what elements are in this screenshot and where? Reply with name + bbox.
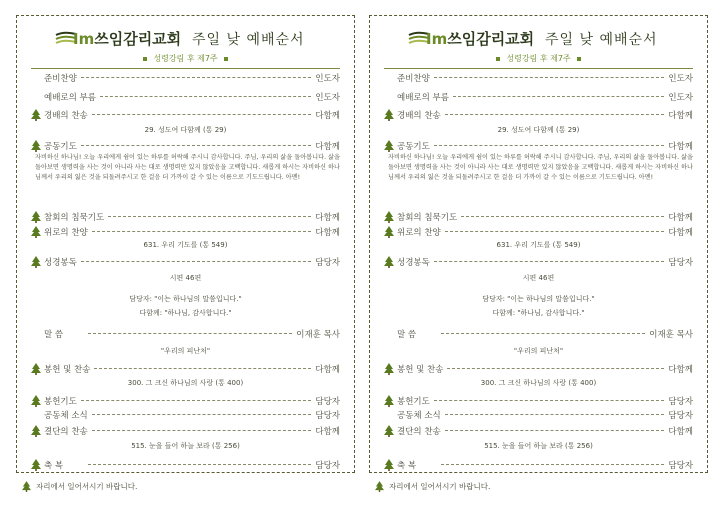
order-detail: 515. 눈을 들어 하늘 보라 (통 256) — [484, 442, 593, 450]
order-item-role: 담당자 — [668, 396, 693, 407]
week-label: 성령강림 후 제7주 — [17, 53, 354, 64]
order-item-role: 담당자 — [315, 257, 340, 268]
header-divider — [31, 68, 340, 69]
tree-icon — [31, 140, 41, 152]
order-item-label: 준비찬양 — [397, 73, 430, 84]
order-detail: 시편 46편 — [522, 274, 555, 282]
tree-icon — [31, 256, 41, 268]
tree-icon — [384, 425, 394, 437]
dotted-leader — [81, 261, 312, 262]
church-name: Im쓰임감리교회 — [73, 30, 182, 48]
order-item-label: 결단의 찬송 — [44, 426, 88, 437]
order-item-role: 다함께 — [315, 426, 340, 437]
order-item-role: 다함께 — [668, 212, 693, 223]
order-detail: 시편 46편 — [169, 274, 202, 282]
order-item-role: 인도자 — [668, 92, 693, 103]
order-item-label: 경배의 찬송 — [397, 110, 441, 121]
dotted-leader — [445, 231, 665, 232]
order-item-role: 담당자 — [668, 257, 693, 268]
order-item-role: 다함께 — [668, 426, 693, 437]
tree-icon — [22, 481, 31, 492]
bulletin-header — [17, 26, 354, 50]
tree-icon — [384, 109, 394, 121]
order-item-label: 공동체 소식 — [397, 410, 441, 421]
dotted-leader — [81, 145, 312, 146]
order-item-role: 다함께 — [315, 212, 340, 223]
order-detail: 다함께: "하나님, 감사합니다." — [139, 309, 232, 317]
order-detail: 515. 눈을 들어 하늘 보라 (통 256) — [131, 442, 240, 450]
tree-icon — [31, 363, 41, 375]
bulletin-page-left — [16, 15, 355, 473]
order-item-label: 말 씀 — [44, 329, 64, 340]
church-logo — [408, 28, 558, 50]
service-title: 주일 낮 예배순서 — [545, 32, 658, 48]
order-detail: 담당자: "이는 하나님의 말씀입니다." — [482, 295, 595, 303]
order-item — [384, 108, 693, 121]
footnote-left — [22, 481, 137, 492]
order-item-label: 성경봉독 — [397, 257, 430, 268]
dotted-leader — [434, 400, 665, 401]
dotted-leader — [88, 464, 311, 465]
order-item-role: 다함께 — [668, 364, 693, 375]
order-item — [384, 225, 693, 238]
order-item — [384, 424, 693, 437]
church-logo — [55, 28, 205, 50]
order-item — [31, 327, 340, 340]
order-item — [31, 394, 340, 407]
order-item-role: 담당자 — [315, 410, 340, 421]
dotted-leader — [92, 114, 312, 115]
dotted-leader — [108, 216, 311, 217]
tree-icon — [384, 459, 394, 471]
order-item-label: 준비찬양 — [44, 73, 77, 84]
order-item-role: 담당자 — [315, 396, 340, 407]
order-item — [31, 408, 340, 421]
order-item-role: 다함께 — [315, 364, 340, 375]
order-item-label: 위로의 찬양 — [44, 227, 88, 238]
order-item — [384, 255, 693, 268]
order-detail: 631. 우리 기도를 (통 549) — [496, 241, 581, 249]
order-detail: 다함께: "하나님, 감사합니다." — [492, 309, 585, 317]
order-detail: 631. 우리 기도를 (통 549) — [143, 241, 228, 249]
order-item — [31, 458, 340, 471]
dotted-leader — [447, 368, 664, 369]
order-item-role: 다함께 — [315, 227, 340, 238]
order-item-role: 다함께 — [668, 141, 693, 152]
order-item — [384, 458, 693, 471]
order-item-role: 이재훈 목사 — [296, 329, 340, 340]
dotted-leader — [92, 231, 312, 232]
dotted-leader — [445, 114, 665, 115]
order-item-label: 예배로의 부름 — [44, 92, 96, 103]
order-item-role: 인도자 — [315, 92, 340, 103]
tree-icon — [384, 226, 394, 238]
common-prayer-text: 자비하신 하나님! 오늘 우리에게 쉼이 있는 하루를 허락해 주시니 감사합니다. 주님, 우리의 삶을 돌아봅니다. 삶을 돌아보면 생명력을 사는 것이 아니라 사는 대로 생명력만 있지 않았음을 고백합니다. 새롭게 하시는 자비하신 하나님께서 우리의 잃은 것을 되돌려주시고 한 걸음 더 가까이 갈 수 있는 이름으로 기도드립니다. 아멘! — [388, 154, 693, 181]
tree-icon — [31, 211, 41, 223]
order-item-label: 봉헌 및 찬송 — [397, 364, 444, 375]
order-item-label: 공동기도 — [397, 141, 430, 152]
order-item-role: 다함께 — [668, 227, 693, 238]
order-item — [384, 362, 693, 375]
order-detail: "우리의 피난처" — [160, 347, 211, 355]
common-prayer-text: 자비하신 하나님! 오늘 우리에게 쉼이 있는 하루를 허락해 주시니 감사합니다. 주님, 우리의 삶을 돌아봅니다. 삶을 돌아보면 생명력을 사는 것이 아니라 사는 대로 생명력만 있지 않았음을 고백합니다. 새롭게 하시는 자비하신 하나님께서 우리의 잃은 것을 되돌려주시고 한 걸음 더 가까이 갈 수 있는 이름으로 기도드립니다. 아멘! — [35, 154, 340, 181]
order-item-label: 축 복 — [44, 460, 64, 471]
order-item-role: 다함께 — [315, 141, 340, 152]
order-item-label: 예배로의 부름 — [397, 92, 449, 103]
order-item-label: 경배의 찬송 — [44, 110, 88, 121]
order-item-label: 봉헌기도 — [44, 396, 77, 407]
dotted-leader — [81, 77, 312, 78]
week-label: 성령강림 후 제7주 — [370, 53, 707, 64]
order-item — [384, 210, 693, 223]
order-detail: 29. 성도여 다함께 (통 29) — [497, 126, 580, 134]
dotted-leader — [100, 96, 311, 97]
order-detail: 담당자: "이는 하나님의 말씀입니다." — [129, 295, 242, 303]
order-item-role: 담당자 — [668, 410, 693, 421]
dotted-leader — [441, 333, 645, 334]
tree-icon — [384, 211, 394, 223]
dotted-leader — [88, 333, 292, 334]
order-item — [31, 139, 340, 152]
dotted-leader — [434, 77, 665, 78]
tree-icon — [384, 363, 394, 375]
order-item — [31, 90, 340, 103]
dotted-leader — [81, 400, 312, 401]
order-item-label: 공동체 소식 — [44, 410, 88, 421]
order-detail: 29. 성도여 다함께 (통 29) — [144, 126, 227, 134]
tree-icon — [384, 140, 394, 152]
dotted-leader — [445, 414, 665, 415]
order-item — [31, 108, 340, 121]
dotted-leader — [92, 414, 312, 415]
order-item — [384, 408, 693, 421]
order-detail: 300. 그 크신 하나님의 사랑 (통 400) — [480, 379, 597, 387]
order-item-role: 담당자 — [668, 460, 693, 471]
tree-icon — [375, 481, 384, 492]
church-name: Im쓰임감리교회 — [426, 30, 535, 48]
tree-icon — [31, 109, 41, 121]
order-item-label: 말 씀 — [397, 329, 417, 340]
order-item-role: 다함께 — [668, 110, 693, 121]
dotted-leader — [453, 96, 664, 97]
bulletin-header — [370, 26, 707, 50]
footnote-text: 자리에서 일어서시기 바랍니다. — [36, 482, 138, 491]
order-item-label: 참회의 침묵기도 — [397, 212, 458, 223]
footnote-text: 자리에서 일어서시기 바랍니다. — [389, 482, 491, 491]
order-item-role: 인도자 — [668, 73, 693, 84]
dotted-leader — [434, 261, 665, 262]
footnote-right — [375, 481, 490, 492]
tree-icon — [384, 395, 394, 407]
service-title: 주일 낮 예배순서 — [192, 32, 305, 48]
order-item — [31, 71, 340, 84]
order-item-label: 참회의 침묵기도 — [44, 212, 105, 223]
tree-icon — [31, 226, 41, 238]
order-item — [31, 255, 340, 268]
order-item-role: 인도자 — [315, 73, 340, 84]
order-item — [384, 90, 693, 103]
dotted-leader — [441, 464, 664, 465]
dotted-leader — [434, 145, 665, 146]
header-divider — [384, 68, 693, 69]
order-item-role: 이재훈 목사 — [649, 329, 693, 340]
order-item — [384, 394, 693, 407]
order-item — [31, 362, 340, 375]
order-item-label: 축 복 — [397, 460, 417, 471]
dotted-leader — [94, 368, 311, 369]
bulletin-page-right — [369, 15, 708, 473]
order-detail: 300. 그 크신 하나님의 사랑 (통 400) — [127, 379, 244, 387]
tree-icon — [31, 395, 41, 407]
dotted-leader — [461, 216, 664, 217]
order-item-label: 위로의 찬양 — [397, 227, 441, 238]
order-item-label: 성경봉독 — [44, 257, 77, 268]
order-item-label: 봉헌 및 찬송 — [44, 364, 91, 375]
tree-icon — [31, 425, 41, 437]
order-item — [31, 210, 340, 223]
order-item-label: 봉헌기도 — [397, 396, 430, 407]
order-item — [384, 139, 693, 152]
order-item-role: 다함께 — [315, 110, 340, 121]
order-item-label: 공동기도 — [44, 141, 77, 152]
tree-icon — [31, 459, 41, 471]
dotted-leader — [92, 430, 312, 431]
order-item-label: 결단의 찬송 — [397, 426, 441, 437]
dotted-leader — [445, 430, 665, 431]
order-detail: "우리의 피난처" — [513, 347, 564, 355]
order-item — [384, 71, 693, 84]
order-item — [384, 327, 693, 340]
tree-icon — [384, 256, 394, 268]
order-item — [31, 225, 340, 238]
order-item — [31, 424, 340, 437]
order-item-role: 담당자 — [315, 460, 340, 471]
